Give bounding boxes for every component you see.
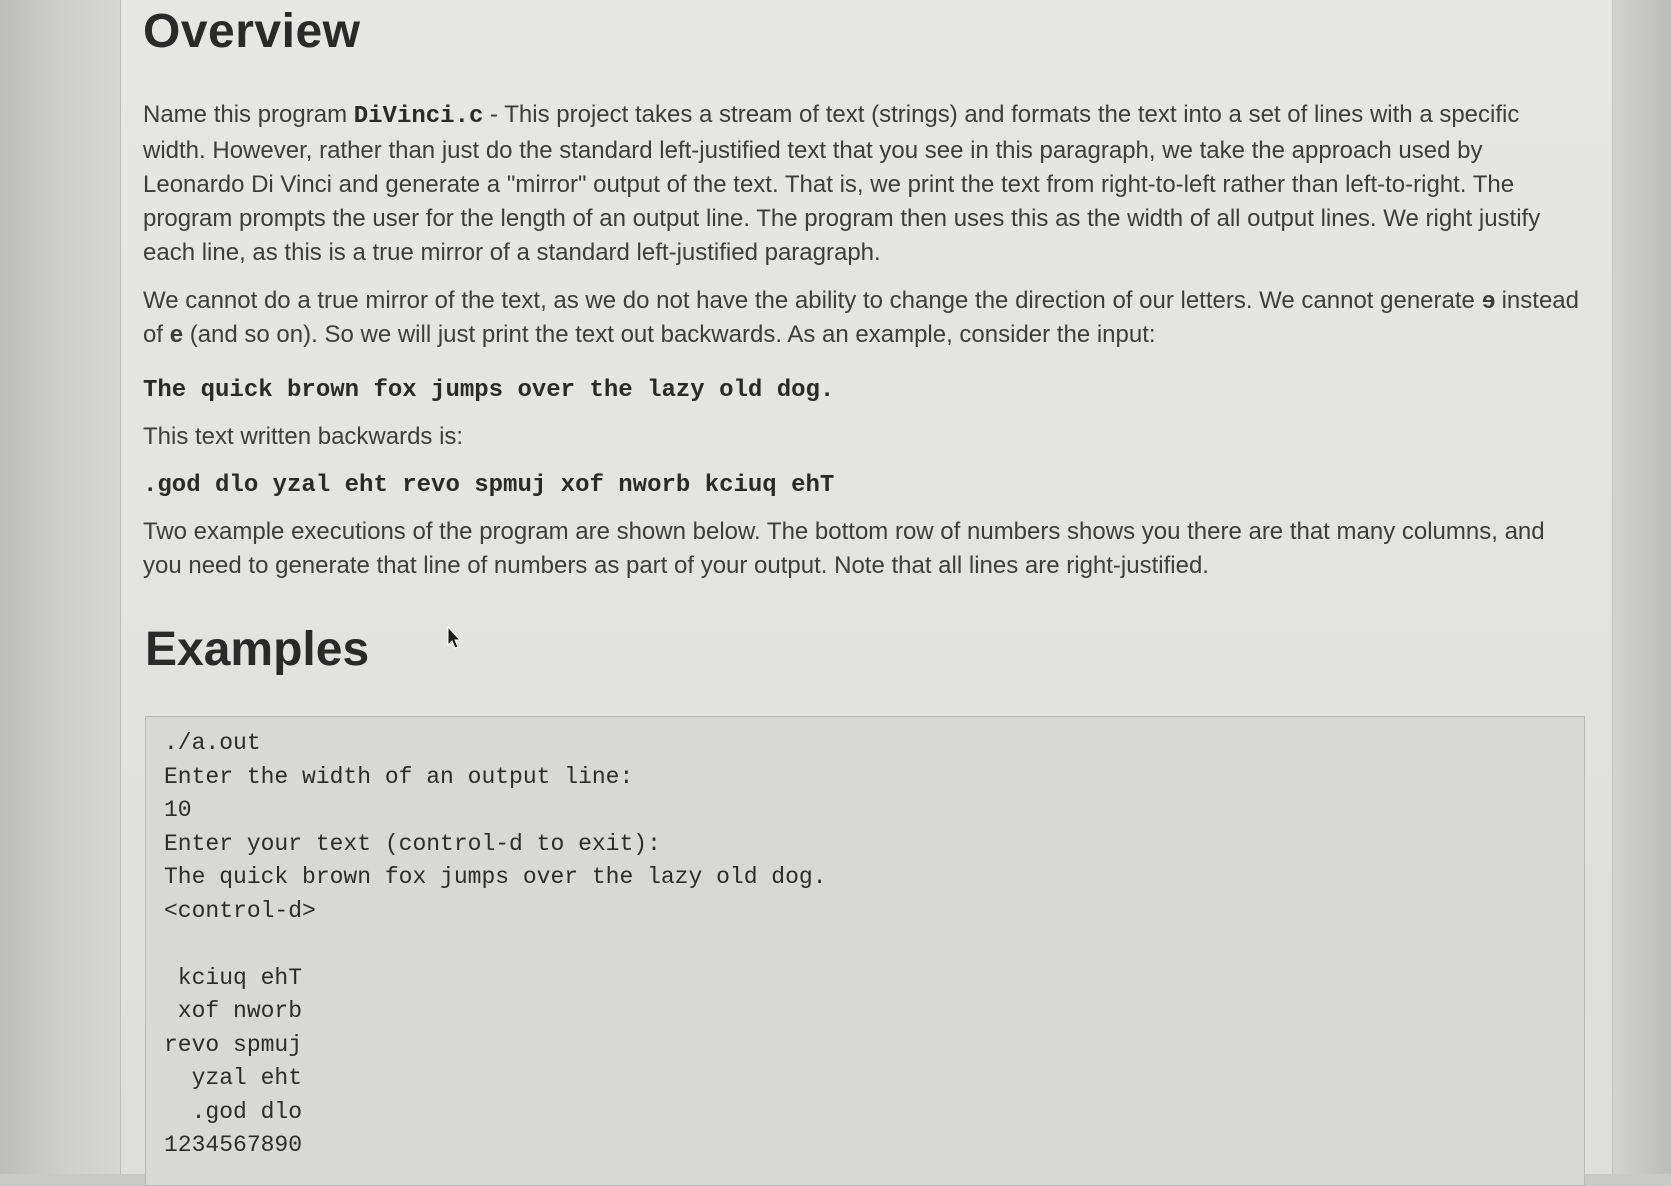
terminal-line [164, 928, 827, 962]
document-page [120, 0, 1613, 1174]
terminal-line: Enter your text (control-d to exit): [164, 830, 661, 857]
terminal-line: 10 [164, 797, 192, 823]
left-margin [0, 0, 120, 1174]
p1-pre-text: Name this program [143, 101, 354, 128]
terminal-line: <control-d> [164, 897, 316, 924]
terminal-line: ./a.out [164, 730, 261, 756]
p2-pre-text: We cannot do a true mirror of the text, as we do not have the ability to change the direction of our letters. We cannot generate [143, 287, 1482, 314]
overview-paragraph-1 [143, 98, 1583, 270]
terminal-line: The quick brown fox jumps over the lazy old dog. [164, 864, 827, 890]
example-input-code: The quick brown fox jumps over the lazy old dog. [143, 377, 835, 404]
mirrored-e-glyph: e [1481, 287, 1495, 314]
overview-paragraph-2 [143, 284, 1583, 352]
example-terminal-block [145, 716, 1585, 1186]
terminal-line: Enter the width of an output line: [164, 763, 634, 790]
terminal-line: 1234567890 [164, 1132, 303, 1158]
example-backwards-code: .god dlo yzal eht revo spmuj xof nworb kciuq ehT [143, 472, 835, 499]
p1-post-text: - This project takes a stream of text (strings) and formats the text into a set of lines with a specific width. However, rather than just do the standard left-justified text that you see in this paragraph, we take the approach used by Leonardo Di Vinci and generate a "mirror" output of the text. That is, we print the text from right-to-left rather than left-to-right. The program prompts the user for the length of an output line. The program then uses this as the width of all output lines. We right justify each line, as this is a true mirror of a standard left-justified paragraph. [143, 101, 1541, 266]
terminal-line: .god dlo [164, 1098, 303, 1125]
overview-heading: Overview [143, 5, 361, 58]
normal-e-glyph: e [169, 321, 184, 348]
examples-heading: Examples [145, 623, 370, 676]
terminal-line: kciuq ehT [164, 964, 303, 991]
mouse-pointer-icon [447, 626, 461, 650]
overview-paragraph-4: Two example executions of the program are shown below. The bottom row of numbers shows you there are that many columns, and you need to generate that line of numbers as part of your output. Note that all lines are right-justified. [143, 518, 1545, 579]
terminal-line: xof nworb [164, 998, 303, 1024]
program-filename: DiVinci.c [353, 103, 484, 130]
right-scrollbar-area[interactable] [1613, 0, 1671, 1174]
terminal-line: yzal eht [164, 1065, 303, 1091]
p2-post-text: (and so on). So we will just print the text out backwards. As an example, consider the input: [183, 321, 1156, 348]
overview-paragraph-3: This text written backwards is: [143, 423, 464, 450]
p2-mid-text: instead of [143, 287, 1579, 348]
terminal-output [164, 727, 827, 1163]
terminal-line: revo spmuj [164, 1031, 303, 1058]
